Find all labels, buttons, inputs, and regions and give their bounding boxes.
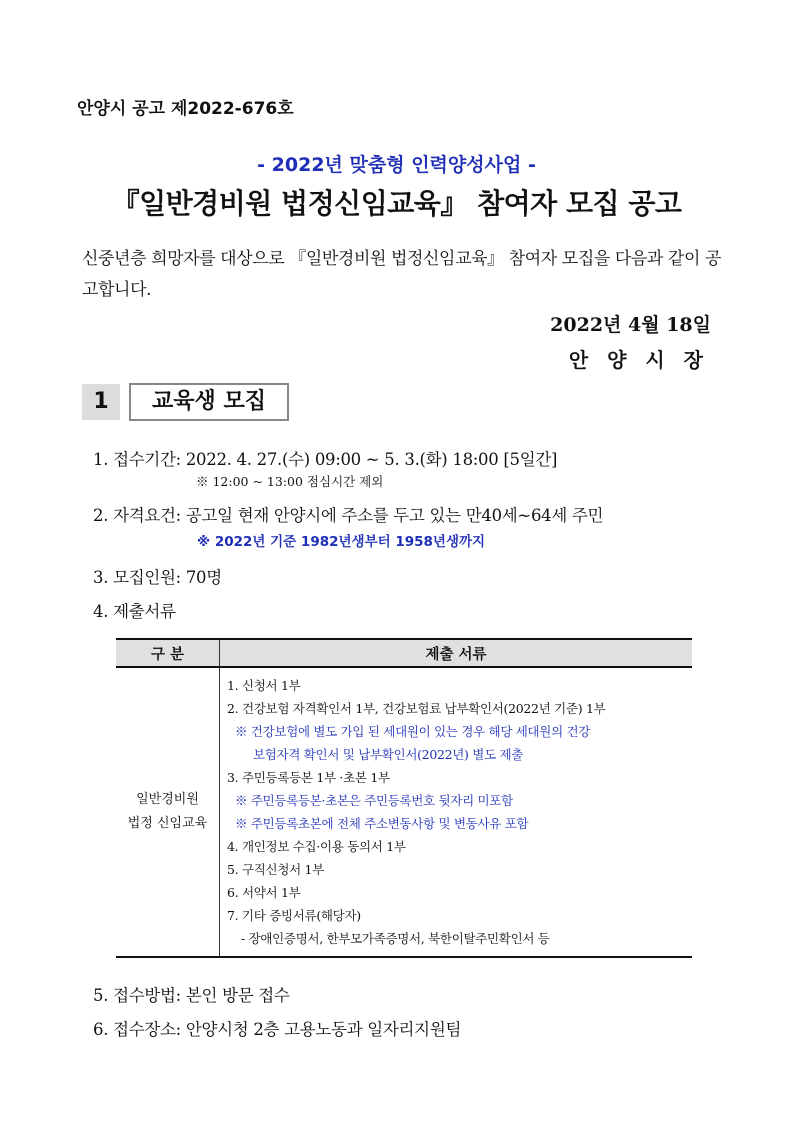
item-method: 5. 접수방법: 본인 방문 접수: [93, 986, 290, 1005]
doc-line: 3. 주민등록등본 1부 ·초본 1부: [227, 770, 390, 785]
category-line: 일반경비원: [136, 792, 199, 807]
section-title: 교육생 모집: [129, 383, 289, 421]
table-documents-cell: [220, 667, 693, 957]
item-period: 1. 접수기간: 2022. 4. 27.(수) 09:00 ~ 5. 3.(화) 18:00 [5일간]: [93, 450, 558, 469]
item-capacity: 3. 모집인원: 70명: [93, 568, 222, 587]
intro-paragraph: 신중년층 희망자를 대상으로 『일반경비원 법정신임교육』 참여자 모집을 다음과 같이 공고합니다.: [82, 249, 722, 300]
doc-line: 1. 신청서 1부: [227, 678, 301, 693]
doc-line: 7. 기타 증빙서류(해당자): [227, 908, 361, 923]
table-row: [116, 667, 692, 957]
item-documents: 4. 제출서류: [93, 602, 176, 621]
doc-note: 보험자격 확인서 및 납부확인서(2022년) 별도 제출: [253, 747, 524, 762]
notice-number: 안양시 공고 제2022-676호: [77, 99, 294, 119]
table-category-cell: [116, 667, 220, 957]
doc-note: ※ 주민등록등본·초본은 주민등록번호 뒷자리 미포함: [235, 793, 513, 808]
documents-table: [116, 638, 692, 958]
subtitle: - 2022년 맞춤형 인력양성사업 -: [257, 154, 536, 176]
doc-line: - 장애인증명서, 한부모가족증명서, 북한이탈주민확인서 등: [241, 931, 550, 946]
table-header-category: 구 분: [116, 639, 220, 667]
item-place: 6. 접수장소: 안양시청 2층 고용노동과 일자리지원팀: [93, 1020, 462, 1039]
item-period-note: ※ 12:00 ~ 13:00 점심시간 제외: [196, 474, 384, 489]
notice-date: 2022년 4월 18일: [550, 314, 711, 336]
item-eligibility-note: ※ 2022년 기준 1982년생부터 1958년생까지: [197, 534, 486, 550]
doc-line: 6. 서약서 1부: [227, 885, 301, 900]
section-number: 1: [82, 384, 120, 420]
category-line: 법정 신임교육: [127, 816, 208, 831]
signer: 안 양 시 장: [568, 348, 709, 372]
doc-note: ※ 주민등록초본에 전체 주소변동사항 및 변동사유 포함: [235, 816, 529, 831]
doc-line: 4. 개인정보 수집·이용 동의서 1부: [227, 839, 406, 854]
page-title: 『일반경비원 법정신임교육』 참여자 모집 공고: [111, 187, 682, 220]
doc-line: 5. 구직신청서 1부: [227, 862, 324, 877]
item-eligibility: 2. 자격요건: 공고일 현재 안양시에 주소를 두고 있는 만40세~64세 주민: [93, 506, 604, 525]
doc-note: ※ 건강보험에 별도 가입 된 세대원이 있는 경우 해당 세대원의 건강: [235, 724, 591, 739]
table-header-documents: 제출 서류: [220, 639, 693, 667]
doc-line: 2. 건강보험 자격확인서 1부, 건강보험료 납부확인서(2022년 기준) 1부: [227, 701, 606, 716]
